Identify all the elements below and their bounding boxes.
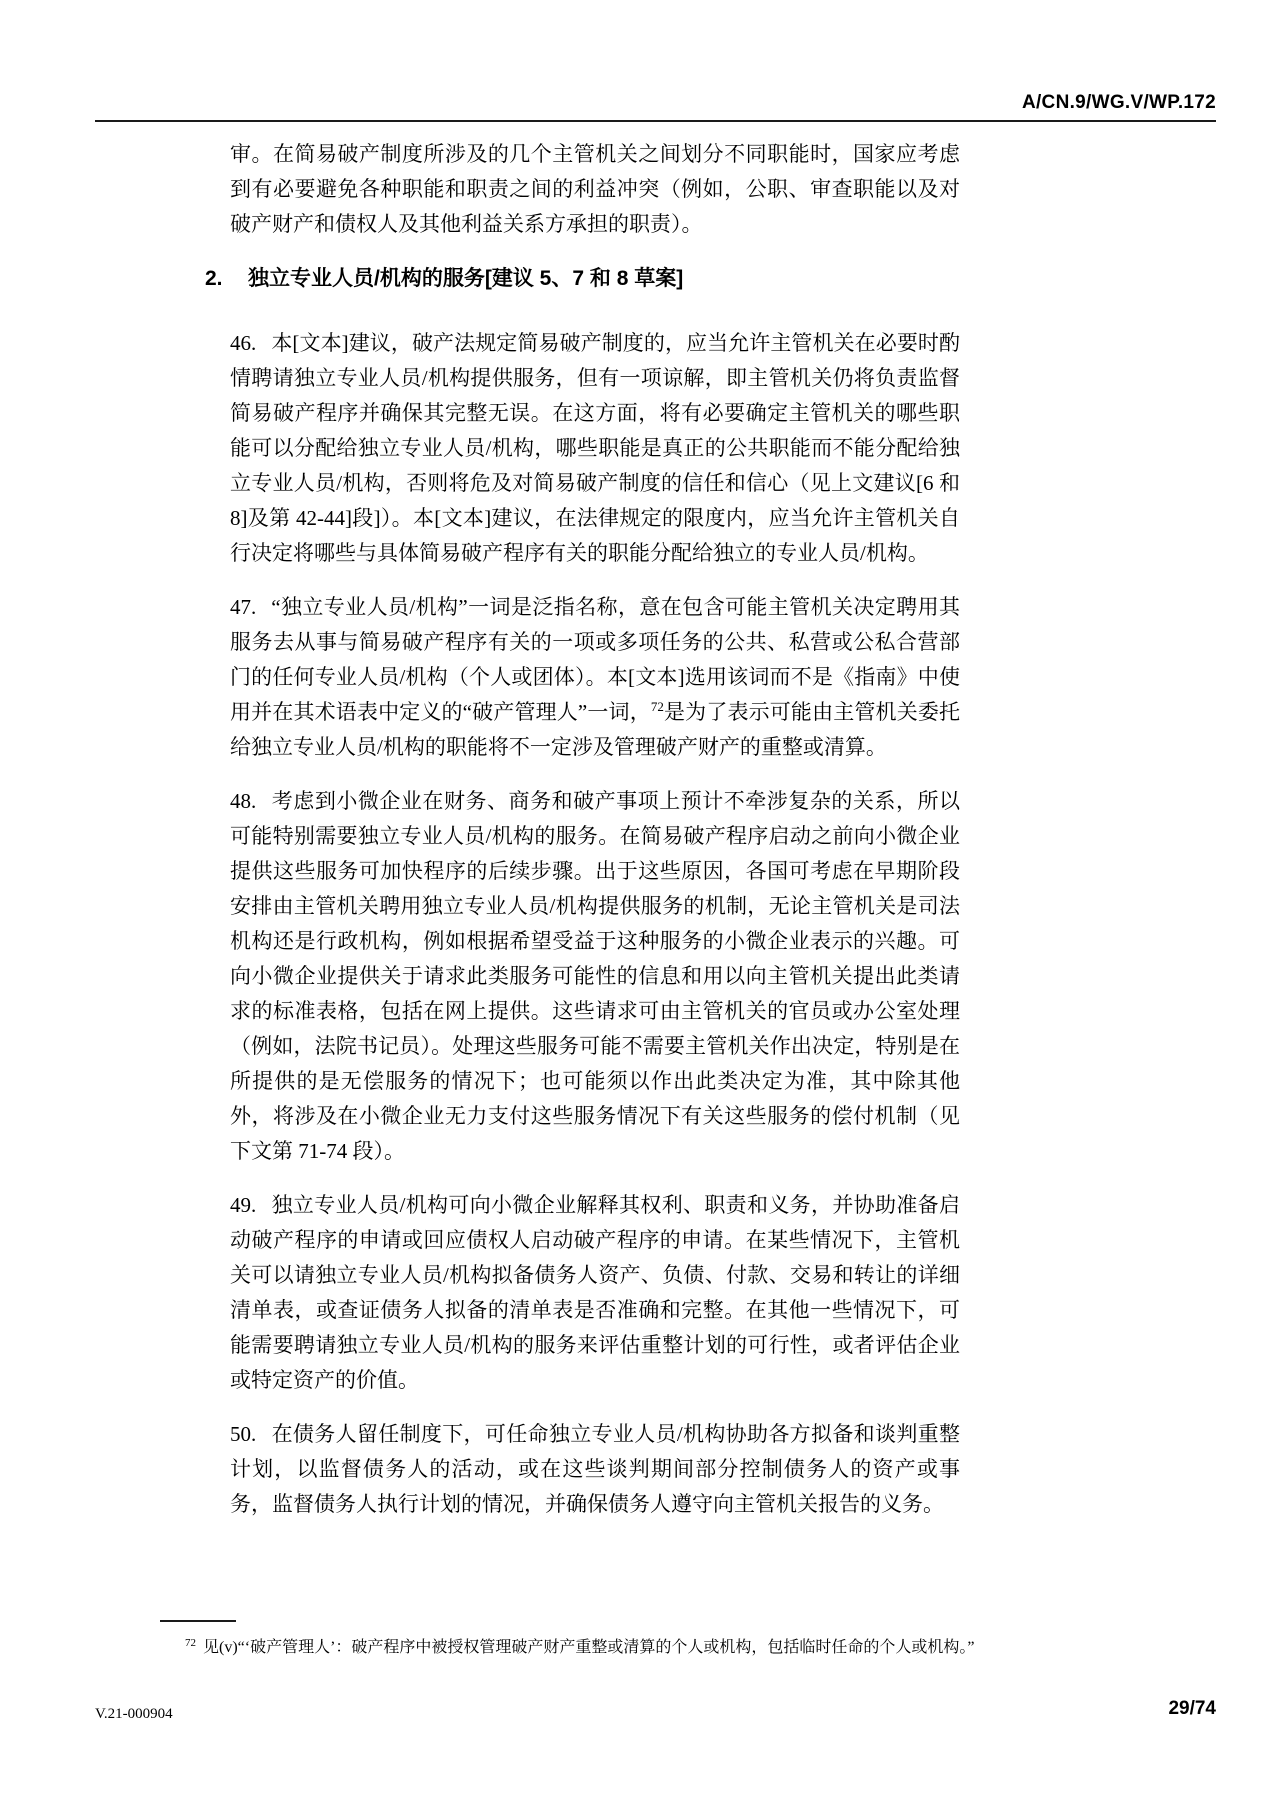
paragraph-48-text: 考虑到小微企业在财务、商务和破产事项上预计不牵涉复杂的关系，所以可能特别需要独立专业人员/机构的服务。在简易破产程序启动之前向小微企业提供这些服务可加快程序的后续步骤。出于这些原因，各国可考虑在早期阶段安排由主管机关聘用独立专业人员/机构提供服务的机制，无论主管机关是司法机构还是行政机构，例如根据希望受益于这种服务的小微企业表示的兴趣。可向小微企业提供关于请求此类服务可能性的信息和用以向主管机关提出此类请求的标准表格，包括在网上提供。这些请求可由主管机关的官员或办公室处理（例如，法院书记员）。处理这些服务可能不需要主管机关作出决定，特别是在所提供的是无偿服务的情况下；也可能须以作出此类决定为准，其中除其他外，将涉及在小微企业无力支付这些服务情况下有关这些服务的偿付机制（见下文第 71-74 段）。 xyxy=(230,789,960,1163)
footnote-72-text: 见(v)“‘破产管理人’：破产程序中被授权管理破产财产重整或清算的个人或机构，包括临时任命的个人或机构。” xyxy=(203,1639,975,1656)
paragraph-46-number: 46. xyxy=(230,331,257,355)
paragraph-50-text: 在债务人留任制度下，可任命独立专业人员/机构协助各方拟备和谈判重整计划，以监督债务人的活动，或在这些谈判期间部分控制债务人的资产或事务，监督债务人执行计划的情况，并确保债务人遵守向主管机关报告的义务。 xyxy=(230,1422,960,1516)
paragraph-46 xyxy=(230,326,960,571)
document-symbol: A/CN.9/WG.V/WP.172 xyxy=(1021,92,1216,113)
paragraph-49-text: 独立专业人员/机构可向小微企业解释其权利、职责和义务，并协助准备启动破产程序的申请或回应债权人启动破产程序的申请。在某些情况下，主管机关可以请独立专业人员/机构拟备债务人资产、负债、付款、交易和转让的详细清单表，或查证债务人拟备的清单表是否准确和完整。在其他一些情况下，可能需要聘请独立专业人员/机构的服务来评估重整计划的可行性，或者评估企业或特定资产的价值。 xyxy=(230,1193,960,1392)
section-number: 2. xyxy=(205,267,223,290)
document-body xyxy=(205,137,961,1541)
footnote-ref-72: 72 xyxy=(650,699,664,714)
paragraph-47-number: 47. xyxy=(230,595,257,619)
paragraph-48 xyxy=(230,784,960,1169)
footnote-72-marker: 72 xyxy=(185,1636,196,1649)
section-heading xyxy=(205,261,960,296)
paragraph-49 xyxy=(230,1188,960,1398)
paragraph-50 xyxy=(230,1417,960,1522)
paragraph-47 xyxy=(230,590,960,765)
paragraph-intro-continuation: 审。在简易破产制度所涉及的几个主管机关之间划分不同职能时，国家应考虑到有必要避免各种职能和职责之间的利益冲突（例如，公职、审查职能以及对破产财产和债权人及其他利益关系方承担的职责）。 xyxy=(230,142,960,236)
header-rule xyxy=(95,120,1216,122)
paragraph-48-number: 48. xyxy=(230,789,257,813)
footnote-separator xyxy=(160,1620,236,1622)
job-number: V.21-000904 xyxy=(95,1706,173,1722)
footnote-72 xyxy=(185,1634,1128,1661)
page-number: 29/74 xyxy=(1168,1698,1216,1719)
paragraph-47-text-before-ref: “独立专业人员/机构”一词是泛指名称，意在包含可能主管机关决定聘用其服务去从事与简易破产程序有关的一项或多项任务的公共、私营或公私合营部门的任何专业人员/机构（个人或团体）。本[文本]选用该词而不是《指南》中使用并在其术语表中定义的“破产管理人”一词， xyxy=(230,595,960,724)
paragraph-50-number: 50. xyxy=(230,1422,257,1446)
section-title: 独立专业人员/机构的服务[建议 5、7 和 8 草案] xyxy=(248,267,684,290)
paragraph-49-number: 49. xyxy=(230,1193,257,1217)
paragraph-47-text-after-ref: 是为了表示可能由主管机关委托给独立专业人员/机构的职能将不一定涉及管理破产财产的重整或清算。 xyxy=(230,700,961,759)
paragraph-46-text: 本[文本]建议，破产法规定简易破产制度的，应当允许主管机关在必要时酌情聘请独立专业人员/机构提供服务，但有一项谅解，即主管机关仍将负责监督简易破产程序并确保其完整无误。在这方面，将有必要确定主管机关的哪些职能可以分配给独立专业人员/机构，哪些职能是真正的公共职能而不能分配给独立专业人员/机构，否则将危及对简易破产制度的信任和信心（见上文建议[6 和 8]及第 42-44]段]）。本[文本]建议，在法律规定的限度内，应当允许主管机关自行决定将哪些与具体简易破产程序有关的职能分配给独立的专业人员/机构。 xyxy=(230,331,960,565)
